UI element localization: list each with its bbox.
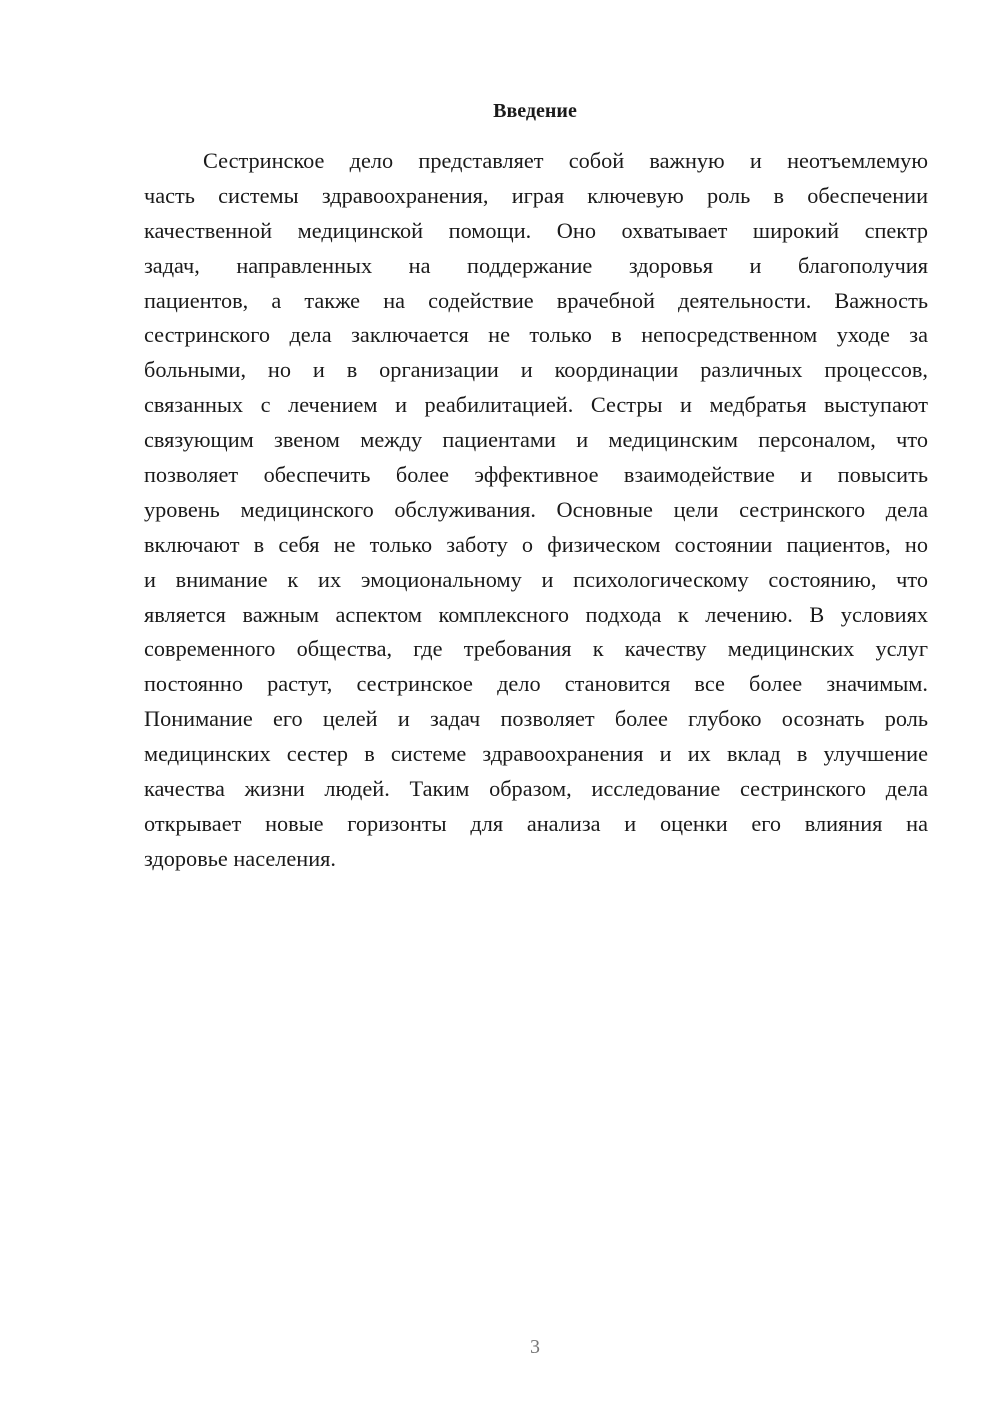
paragraph-line: уровень медицинского обслуживания. Основные цели сестринского дела: [144, 496, 928, 522]
paragraph-line: больными, но и в организации и координации различных процессов,: [144, 357, 928, 383]
paragraph-line: постоянно растут, сестринское дело становится все более значимым.: [144, 671, 928, 697]
paragraph-line: Понимание его целей и задач позволяет более глубоко осознать роль: [144, 706, 928, 732]
paragraph-line: качественной медицинской помощи. Оно охватывает широкий спектр: [144, 217, 928, 243]
paragraph-line: современного общества, где требования к качеству медицинских услуг: [144, 636, 928, 662]
paragraph-line: медицинских сестер в системе здравоохранения и их вклад в улучшение: [144, 741, 928, 767]
paragraph-line: качества жизни людей. Таким образом, исследование сестринского дела: [144, 776, 928, 802]
paragraph-line: здоровье населения.: [144, 845, 336, 871]
paragraph-line: является важным аспектом комплексного подхода к лечению. В условиях: [144, 601, 928, 627]
section-heading: Введение: [493, 100, 577, 122]
paragraph-line: Сестринское дело представляет собой важную и неотъемлемую: [203, 148, 928, 173]
paragraph-line: открывает новые горизонты для анализа и оценки его влияния на: [144, 810, 928, 836]
paragraph-line: часть системы здравоохранения, играя ключевую роль в обеспечении: [144, 182, 928, 208]
paragraph-line: связанных с лечением и реабилитацией. Сестры и медбратья выступают: [144, 392, 928, 418]
paragraph-line: пациентов, а также на содействие врачебной деятельности. Важность: [144, 287, 928, 313]
paragraph-line: и внимание к их эмоциональному и психологическому состоянию, что: [144, 566, 928, 592]
paragraph-line: позволяет обеспечить более эффективное взаимодействие и повысить: [144, 462, 928, 488]
paragraph-line: задач, направленных на поддержание здоровья и благополучия: [144, 252, 928, 278]
paragraph-line: включают в себя не только заботу о физическом состоянии пациентов, но: [144, 531, 928, 557]
paragraph-line: связующим звеном между пациентами и медицинским персоналом, что: [144, 427, 928, 453]
intro-paragraph: [144, 144, 928, 877]
page-number: 3: [530, 1336, 540, 1358]
paragraph-line: сестринского дела заключается не только в непосредственном уходе за: [144, 322, 928, 348]
